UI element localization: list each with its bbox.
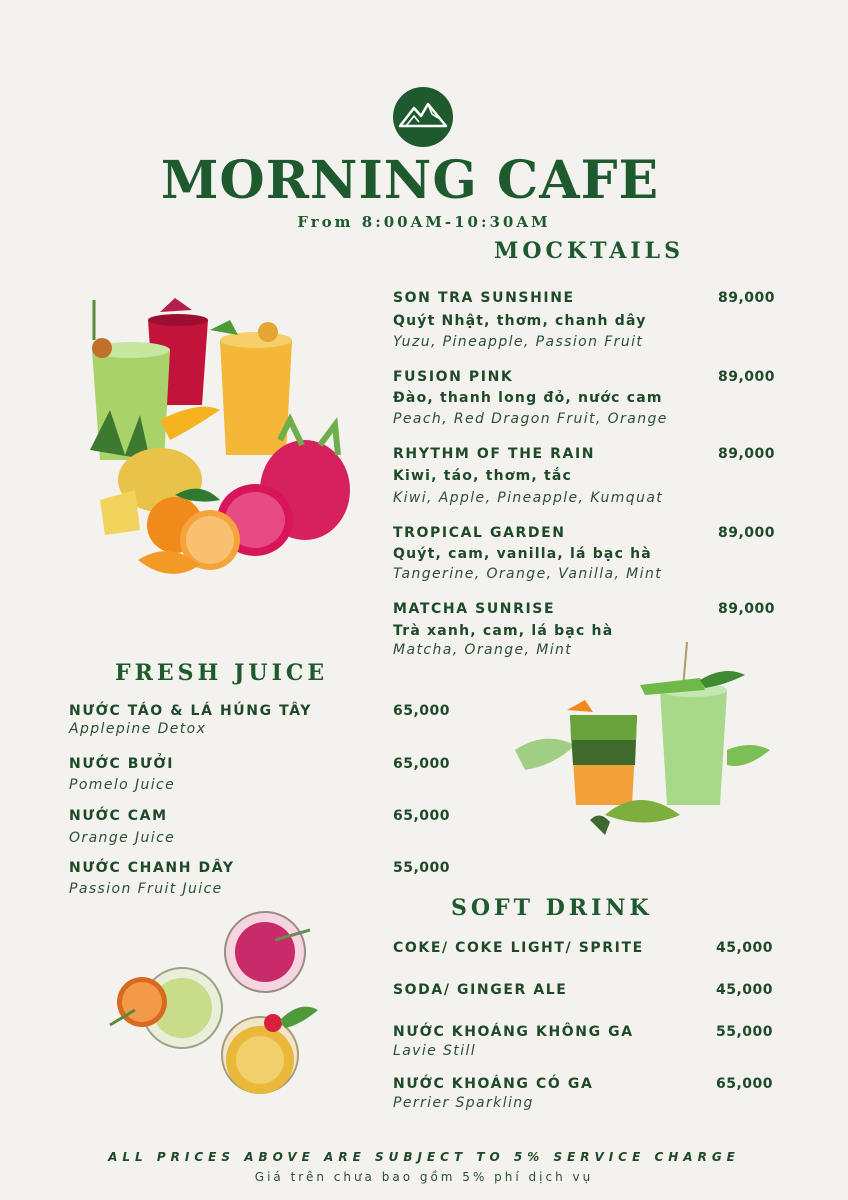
menu-item-name: RHYTHM OF THE RAIN [393,446,596,462]
menu-item-price: 89,000 [718,290,776,306]
mocktails-drinks-illustration [80,290,355,590]
menu-item-english: Orange Juice [69,830,176,846]
menu-item-name: TROPICAL GARDEN [393,525,566,541]
menu-item-price: 89,000 [718,446,776,462]
opening-hours: From 8:00AM-10:30AM [297,213,551,231]
menu-item-price: 45,000 [716,982,774,998]
menu-item-english: Peach, Red Dragon Fruit, Orange [393,411,668,427]
menu-item-price: 65,000 [393,703,451,719]
section-title-fresh-juice: FRESH JUICE [115,660,329,686]
menu-item-name: NƯỚC CHANH DÂY [69,860,235,876]
menu-item-price: 89,000 [718,601,776,617]
menu-item-english: Perrier Sparkling [393,1095,534,1111]
mountain-logo-icon [392,86,454,148]
menu-item-vietnamese: Quýt Nhật, thơm, chanh dây [393,313,647,329]
menu-item-price: 65,000 [393,756,451,772]
menu-item-name: NƯỚC KHOÁNG KHÔNG GA [393,1024,634,1040]
menu-item-english: Tangerine, Orange, Vanilla, Mint [393,566,663,582]
brand-title: MORNING CAFE [160,150,660,211]
service-charge-note: ALL PRICES ABOVE ARE SUBJECT TO 5% SERVICE CHARGE [108,1150,740,1164]
menu-item-price: 65,000 [393,808,451,824]
menu-item-name: NƯỚC TÁO & LÁ HÚNG TÂY [69,703,313,719]
menu-item-english: Kiwi, Apple, Pineapple, Kumquat [393,490,664,506]
menu-item-vietnamese: Kiwi, táo, thơm, tắc [393,468,573,484]
menu-item-vietnamese: Đào, thanh long đỏ, nước cam [393,390,663,406]
menu-item-name: NƯỚC KHOÁNG CÓ GA [393,1076,594,1092]
juice-topview-illustration [100,910,325,1120]
menu-item-price: 89,000 [718,525,776,541]
menu-item-name: NƯỚC BƯỞI [69,756,174,772]
section-title-mocktails: MOCKTAILS [494,238,685,264]
menu-item-english: Pomelo Juice [69,777,176,793]
menu-item-name: NƯỚC CAM [69,808,168,824]
service-charge-note-vietnamese: Giá trên chưa bao gồm 5% phí dịch vụ [254,1170,594,1184]
menu-item-price: 55,000 [393,860,451,876]
matcha-drinks-illustration [505,640,780,855]
section-title-soft-drink: SOFT DRINK [451,895,653,921]
menu-item-english: Matcha, Orange, Mint [393,642,573,658]
menu-item-name: COKE/ COKE LIGHT/ SPRITE [393,940,644,956]
menu-item-english: Passion Fruit Juice [69,881,223,897]
menu-item-vietnamese: Quýt, cam, vanilla, lá bạc hà [393,546,652,562]
menu-item-name: SODA/ GINGER ALE [393,982,568,998]
menu-item-english: Lavie Still [393,1043,477,1059]
menu-item-name: MATCHA SUNRISE [393,601,556,617]
menu-item-price: 45,000 [716,940,774,956]
menu-item-english: Yuzu, Pineapple, Passion Fruit [393,334,644,350]
menu-item-price: 89,000 [718,369,776,385]
menu-item-price: 65,000 [716,1076,774,1092]
menu-item-name: SON TRA SUNSHINE [393,290,575,306]
menu-item-english: Applepine Detox [69,721,207,737]
menu-item-name: FUSION PINK [393,369,514,385]
menu-item-price: 55,000 [716,1024,774,1040]
menu-item-vietnamese: Trà xanh, cam, lá bạc hà [393,623,614,639]
